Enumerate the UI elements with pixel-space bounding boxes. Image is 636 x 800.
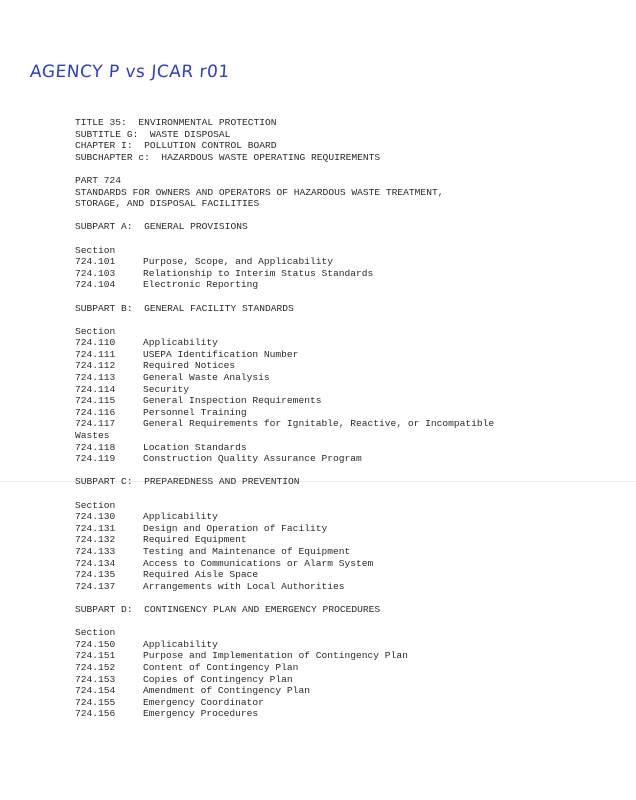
section-number: 724.151 (75, 650, 116, 662)
section-number: 724.131 (75, 522, 116, 534)
section-title: Emergency Coordinator (143, 696, 264, 708)
section-number: 724.155 (75, 696, 116, 708)
spacer (75, 465, 595, 477)
spacer (75, 488, 595, 500)
section-number: 724.113 (75, 372, 116, 384)
section-entry (75, 581, 595, 593)
part-title-line: STORAGE, AND DISPOSAL FACILITIES (75, 198, 260, 210)
section-number: 724.112 (75, 360, 116, 372)
section-entry (75, 337, 595, 349)
section-title: General Requirements for Ignitable, Reactive, or Incompatible (143, 418, 495, 430)
section-number: 724.104 (75, 279, 116, 291)
section-title: Required Equipment (143, 534, 247, 546)
section-title: Arrangements with Local Authorities (143, 580, 345, 592)
spacer (75, 592, 595, 604)
spacer (75, 314, 595, 326)
section-title: Construction Quality Assurance Program (143, 453, 362, 465)
section-entry (75, 685, 595, 697)
section-title: Copies of Contingency Plan (143, 673, 293, 685)
subpart-heading: SUBPART A: GENERAL PROVISIONS (75, 221, 248, 233)
section-number: 724.117 (75, 418, 116, 430)
section-title: Location Standards (143, 441, 247, 453)
section-title: Testing and Maintenance of Equipment (143, 545, 351, 557)
section-title: Purpose, Scope, and Applicability (143, 256, 333, 268)
section-entry (75, 569, 595, 581)
header-chapter-line: CHAPTER I: POLLUTION CONTROL BOARD (75, 140, 277, 152)
section-title: Electronic Reporting (143, 279, 259, 291)
section-entry (75, 534, 595, 546)
section-entry (75, 523, 595, 535)
section-number: 724.103 (75, 267, 116, 279)
section-entry (75, 360, 595, 372)
subpart-list (75, 221, 595, 731)
part-label: PART 724 (75, 174, 122, 186)
section-number: 724.115 (75, 395, 116, 407)
section-title: Relationship to Interim Status Standards (143, 267, 374, 279)
handwritten-annotation: AGENCY P vs JCAR r01 (29, 62, 231, 82)
section-title: Purpose and Implementation of Contingency Plan (143, 650, 408, 662)
section-title: Applicability (143, 638, 218, 650)
section-title: Personnel Training (143, 406, 247, 418)
section-number: 724.152 (75, 661, 116, 673)
section-number: 724.110 (75, 337, 116, 349)
section-entry (75, 256, 595, 268)
section-entry (75, 650, 595, 662)
section-title: Amendment of Contingency Plan (143, 685, 310, 697)
section-title-continuation: Wastes (75, 430, 110, 442)
header-title-line: TITLE 35: ENVIRONMENTAL PROTECTION (75, 117, 277, 128)
section-number: 724.101 (75, 256, 116, 268)
section-column-label: Section (75, 627, 116, 639)
section-title: Security (143, 383, 190, 395)
subpart-block (75, 604, 595, 732)
subpart-block (75, 221, 595, 302)
section-entry (75, 697, 595, 709)
section-title: USEPA Identification Number (143, 348, 299, 360)
section-number: 724.111 (75, 348, 116, 360)
section-entry (75, 395, 595, 407)
section-title: Emergency Procedures (143, 708, 259, 720)
subpart-heading: SUBPART C: PREPAREDNESS AND PREVENTION (75, 476, 300, 488)
section-number: 724.150 (75, 638, 116, 650)
section-entry (75, 279, 595, 291)
section-number: 724.132 (75, 534, 116, 546)
section-number: 724.134 (75, 557, 116, 569)
section-entry (75, 674, 595, 686)
section-title: Design and Operation of Facility (143, 522, 328, 534)
section-number: 724.154 (75, 685, 116, 697)
section-column-label: Section (75, 325, 116, 337)
section-number: 724.116 (75, 406, 116, 418)
section-title: Access to Communications or Alarm System (143, 557, 374, 569)
section-entry (75, 372, 595, 384)
title-header (75, 117, 595, 163)
section-number: 724.130 (75, 511, 116, 523)
section-number: 724.114 (75, 383, 116, 395)
section-entry (75, 418, 595, 430)
part-title-line: STANDARDS FOR OWNERS AND OPERATORS OF HAZARDOUS WASTE TREATMENT, (75, 186, 444, 198)
section-title: Applicability (143, 511, 218, 523)
section-title: General Waste Analysis (143, 372, 270, 384)
subpart-block (75, 476, 595, 604)
section-entry (75, 384, 595, 396)
section-number: 724.153 (75, 673, 116, 685)
spacer (75, 616, 595, 628)
section-entry (75, 268, 595, 280)
section-number: 724.133 (75, 545, 116, 557)
section-entry (75, 511, 595, 523)
section-entry (75, 558, 595, 570)
section-number: 724.137 (75, 580, 116, 592)
section-title: General Inspection Requirements (143, 395, 322, 407)
spacer (75, 233, 595, 245)
section-entry (75, 639, 595, 651)
section-entry (75, 453, 595, 465)
section-number: 724.135 (75, 569, 116, 581)
section-title: Content of Contingency Plan (143, 661, 299, 673)
section-entry (75, 407, 595, 419)
header-subtitle-line: SUBTITLE G: WASTE DISPOSAL (75, 128, 231, 140)
section-number: 724.156 (75, 708, 116, 720)
subpart-heading: SUBPART D: CONTINGENCY PLAN AND EMERGENCY PROCEDURES (75, 603, 381, 615)
section-title: Applicability (143, 337, 218, 349)
section-entry (75, 708, 595, 720)
header-subchapter-line: SUBCHAPTER c: HAZARDOUS WASTE OPERATING REQUIREMENTS (75, 151, 381, 163)
section-entry (75, 662, 595, 674)
section-title: Required Notices (143, 360, 236, 372)
subpart-block (75, 303, 595, 477)
section-column-label: Section (75, 499, 116, 511)
spacer (75, 291, 595, 303)
section-entry (75, 546, 595, 558)
section-number: 724.119 (75, 453, 116, 465)
section-number: 724.118 (75, 441, 116, 453)
section-column-label: Section (75, 244, 116, 256)
spacer (75, 720, 595, 732)
table-of-contents (75, 117, 595, 731)
subpart-heading: SUBPART B: GENERAL FACILITY STANDARDS (75, 302, 294, 314)
section-entry (75, 349, 595, 361)
part-heading (75, 175, 595, 210)
section-entry (75, 442, 595, 454)
section-title: Required Aisle Space (143, 569, 259, 581)
